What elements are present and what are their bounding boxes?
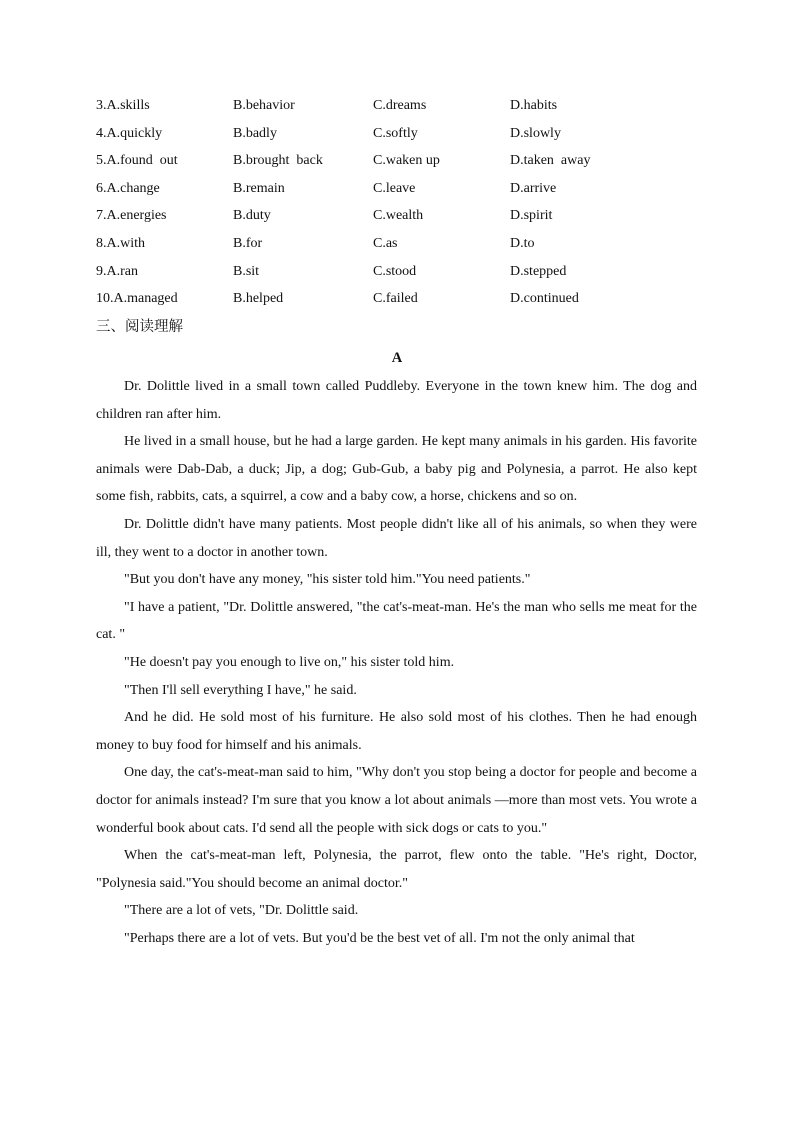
- option-d: D.slowly: [510, 125, 561, 141]
- option-c: C.leave: [373, 180, 416, 196]
- option-c: C.waken up: [373, 153, 440, 169]
- option-c: C.wealth: [373, 208, 424, 224]
- option-row-4: [96, 122, 706, 150]
- option-d: D.stepped: [510, 263, 567, 279]
- option-a: 5.A.found out: [96, 153, 178, 169]
- paragraph: And he did. He sold most of his furniture. He also sold most of his clothes. Then he had enough money to buy food for himself and his animals.: [96, 710, 697, 753]
- option-b: B.duty: [233, 208, 271, 224]
- option-row-8: [96, 232, 706, 260]
- paragraph: He lived in a small house, but he had a large garden. He kept many animals in his garden. His favorite animals were Dab-Dab, a duck; Jip, a dog; Gub-Gub, a baby pig and Polynesia, a parrot. He also kept some fish, rabbits, cats, a squirrel, a cow and a baby cow, a horse, chickens and so on.: [96, 434, 697, 505]
- option-c: C.as: [373, 235, 398, 251]
- option-d: D.taken away: [510, 153, 591, 169]
- paragraph: "But you don't have any money, "his sister told him."You need patients.": [124, 572, 531, 588]
- option-d: D.spirit: [510, 208, 553, 224]
- option-c: C.softly: [373, 125, 418, 141]
- option-a: 8.A.with: [96, 235, 145, 251]
- paragraph: When the cat's-meat-man left, Polynesia, the parrot, flew onto the table. "He's right, Doctor, "Polynesia said."You should become an animal doctor.": [96, 848, 697, 891]
- option-b: B.sit: [233, 263, 260, 279]
- option-row-10: [96, 287, 706, 315]
- option-c: C.failed: [373, 291, 418, 307]
- paragraph: Dr. Dolittle didn't have many patients. Most people didn't like all of his animals, so when they were ill, they went to a doctor in another town.: [96, 516, 697, 560]
- option-b: B.remain: [233, 180, 285, 196]
- paragraph: "He doesn't pay you enough to live on," his sister told him.: [124, 654, 455, 670]
- option-b: B.for: [233, 235, 263, 251]
- option-d: D.arrive: [510, 180, 557, 196]
- option-row-6: [96, 177, 706, 205]
- paragraph: "There are a lot of vets, "Dr. Dolittle said.: [124, 903, 359, 919]
- reading-passage: [96, 373, 697, 952]
- option-row-7: [96, 204, 706, 232]
- passage-title: A: [391, 350, 403, 366]
- option-row-9: [96, 260, 706, 288]
- option-b: B.badly: [233, 125, 277, 141]
- paragraph: "Perhaps there are a lot of vets. But you'd be the best vet of all. I'm not the only animal that: [124, 930, 635, 946]
- option-b: B.behavior: [233, 98, 295, 113]
- option-c: C.stood: [373, 263, 417, 279]
- option-a: 3.A.skills: [96, 98, 150, 113]
- option-d: D.continued: [510, 291, 579, 307]
- answer-options-table: [96, 94, 706, 315]
- option-a: 7.A.energies: [96, 208, 167, 224]
- section-heading: 三、阅读理解: [96, 319, 183, 335]
- option-a: 9.A.ran: [96, 263, 138, 279]
- option-a: 4.A.quickly: [96, 125, 163, 141]
- option-c: C.dreams: [373, 98, 427, 113]
- option-d: D.to: [510, 235, 535, 251]
- option-b: B.helped: [233, 291, 284, 307]
- option-row-3: [96, 94, 706, 122]
- paragraph: One day, the cat's-meat-man said to him, "Why don't you stop being a doctor for people and become a doctor for animals instead? I'm sure that you know a lot about animals —more than most vets. You wrote a wonderful book about cats. I'd send all the people with sick dogs or cats to you.": [96, 765, 697, 836]
- option-b: B.brought back: [233, 153, 323, 169]
- option-a: 6.A.change: [96, 180, 160, 196]
- option-a: 10.A.managed: [96, 291, 178, 307]
- option-d: D.habits: [510, 98, 558, 113]
- paragraph: Dr. Dolittle lived in a small town called Puddleby. Everyone in the town knew him. The dog and children ran after him.: [96, 379, 697, 422]
- option-row-5: [96, 149, 706, 177]
- paragraph: "I have a patient, "Dr. Dolittle answered, "the cat's-meat-man. He's the man who sells me meat for the cat. ": [96, 599, 697, 643]
- paragraph: "Then I'll sell everything I have," he said.: [124, 682, 357, 698]
